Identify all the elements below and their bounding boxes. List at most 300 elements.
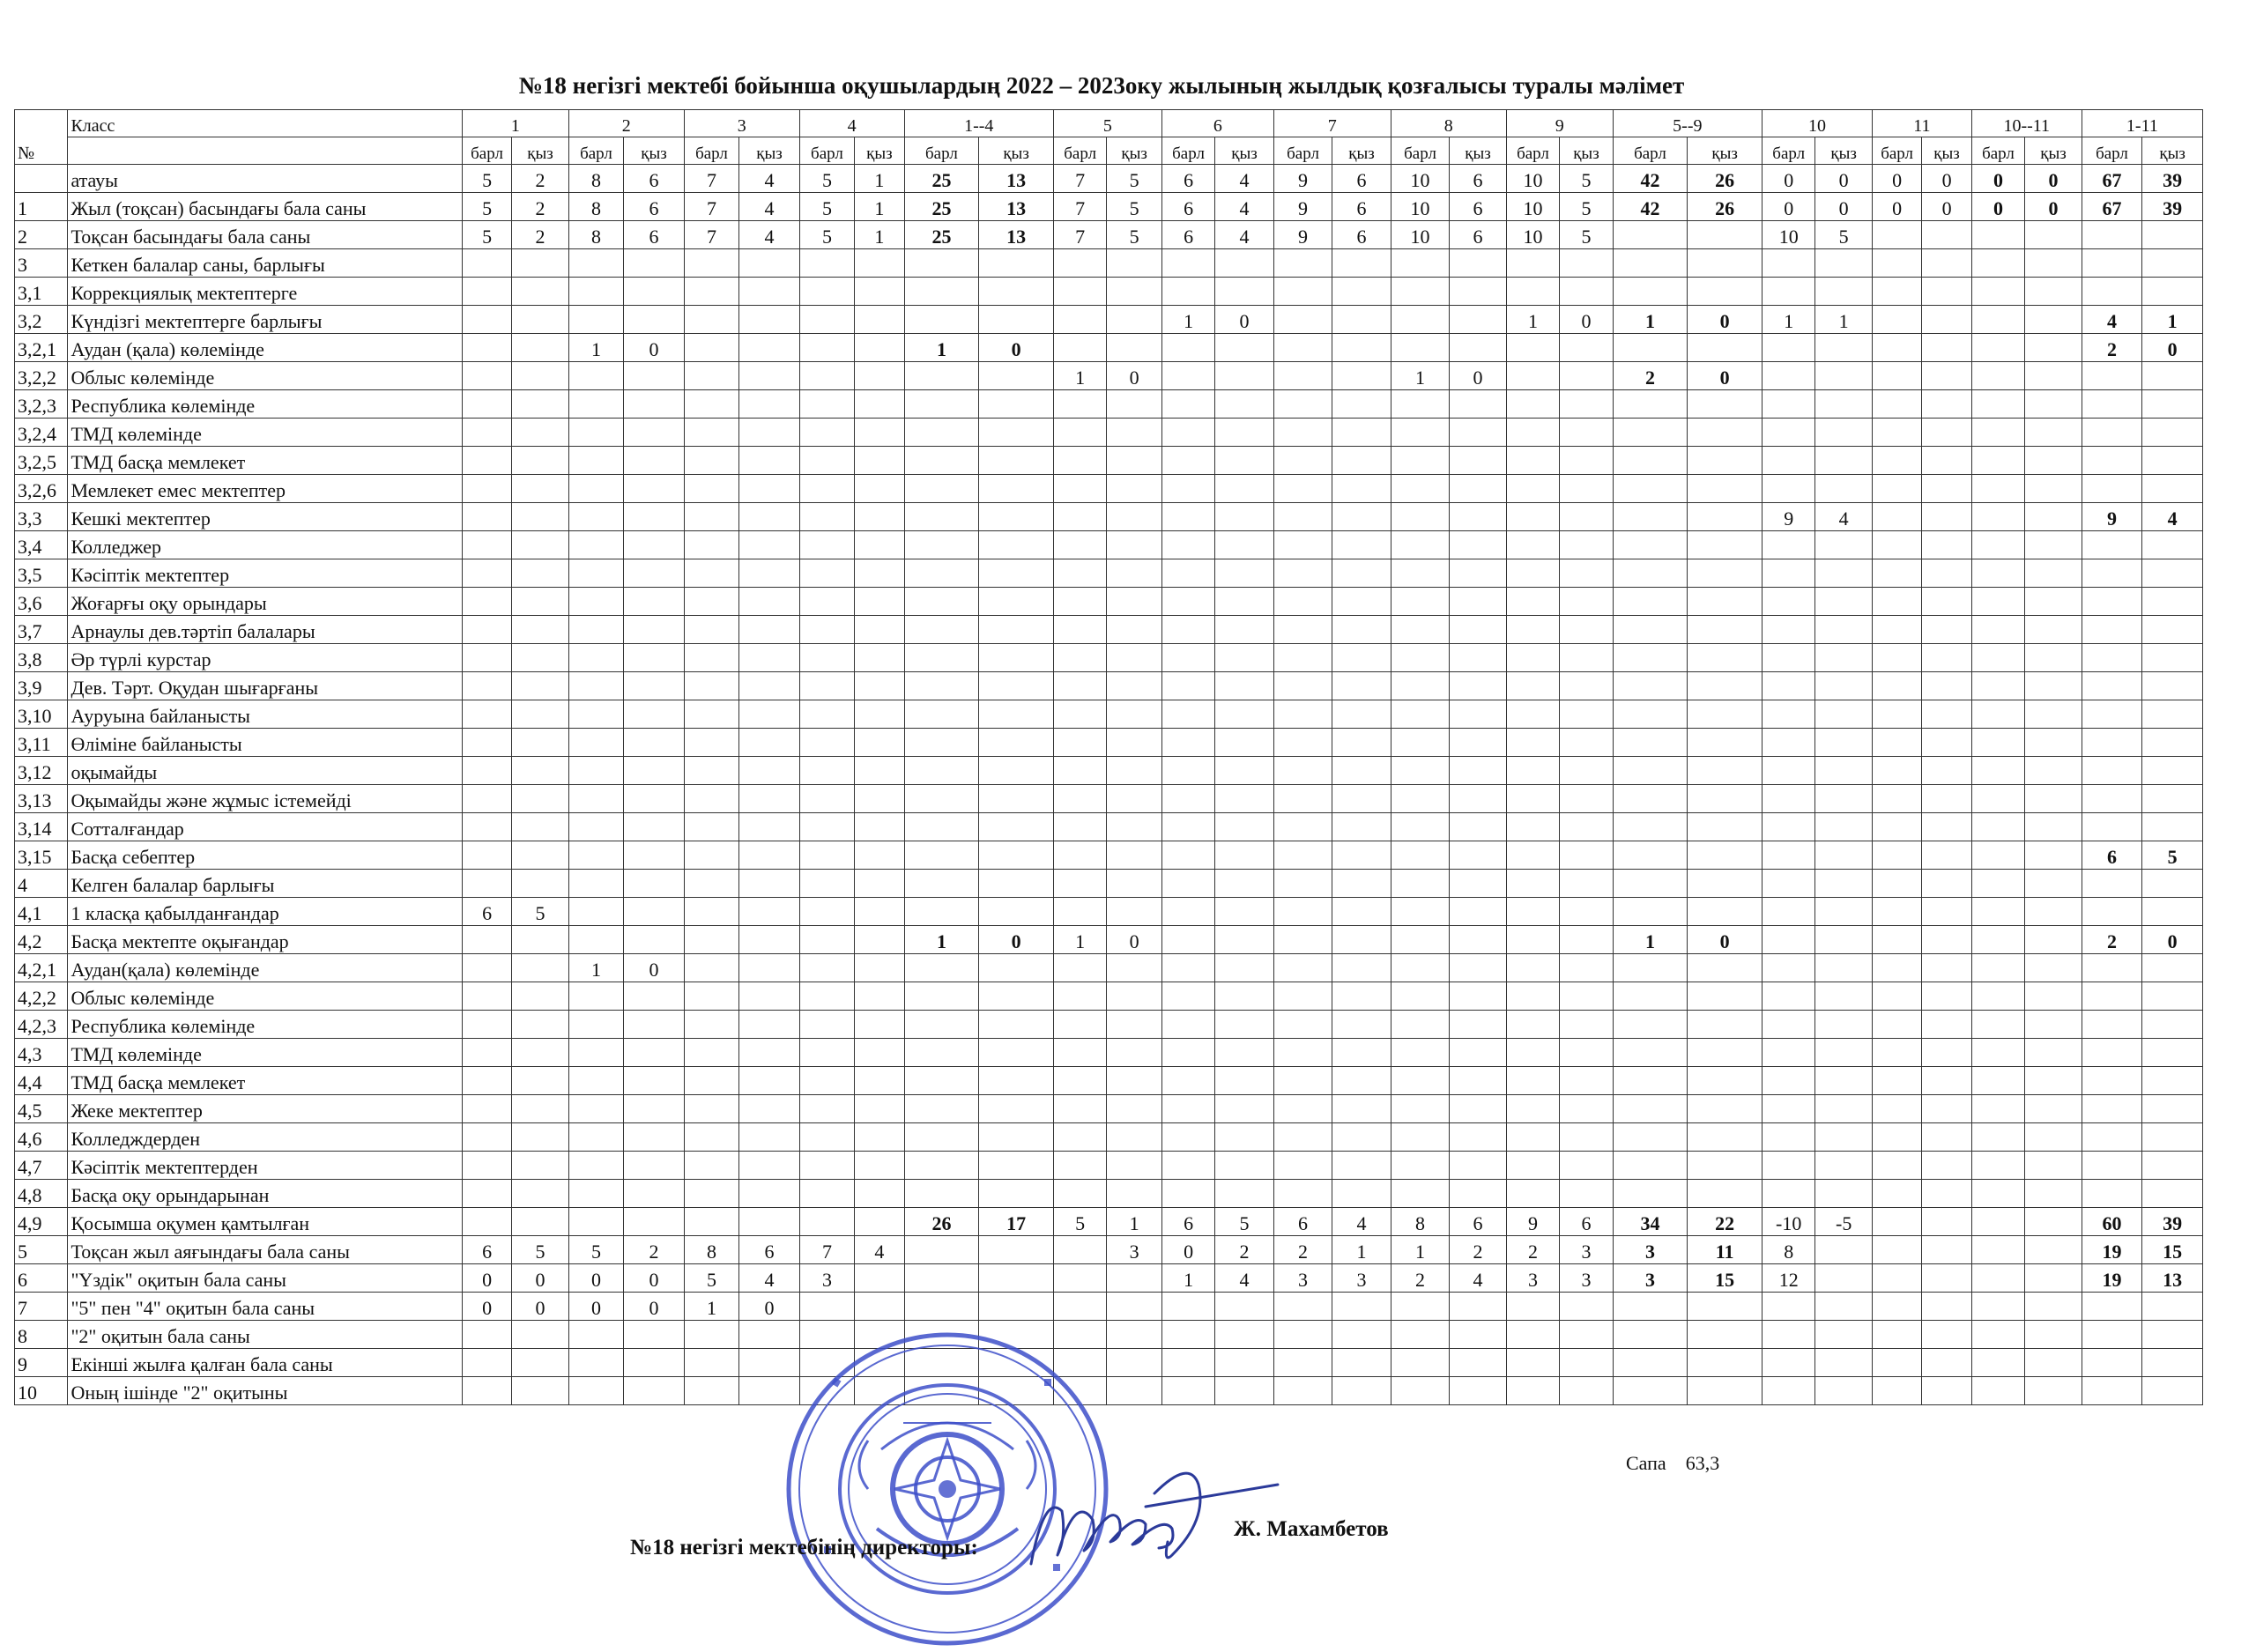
table-cell xyxy=(1506,729,1559,757)
table-row xyxy=(15,954,2203,982)
table-cell xyxy=(462,278,511,306)
table-cell xyxy=(1688,700,1762,729)
table-cell xyxy=(1762,1180,1814,1208)
table-cell xyxy=(1922,644,1971,672)
table-cell xyxy=(855,841,904,870)
table-cell xyxy=(1762,1152,1814,1180)
table-cell xyxy=(512,1123,568,1152)
row-label: Колледждерден xyxy=(68,1123,462,1152)
table-cell xyxy=(462,1123,511,1152)
row-label: Басқа оқу орындарынан xyxy=(68,1180,462,1208)
table-cell xyxy=(1922,1067,1971,1095)
table-cell xyxy=(1161,1067,1214,1095)
table-cell xyxy=(1215,757,1274,785)
table-cell xyxy=(1161,785,1214,813)
table-row xyxy=(15,447,2203,475)
table-cell: 0 xyxy=(1560,306,1613,334)
table-cell xyxy=(904,419,979,447)
table-cell xyxy=(1215,390,1274,419)
table-cell xyxy=(1762,616,1814,644)
table-cell xyxy=(568,362,623,390)
table-cell: 1 xyxy=(855,221,904,249)
table-cell xyxy=(1332,1377,1391,1405)
table-cell xyxy=(1971,785,2024,813)
table-cell xyxy=(568,1039,623,1067)
table-cell xyxy=(1332,898,1391,926)
table-cell: 5 xyxy=(512,898,568,926)
row-label: Аудан (қала) көлемінде xyxy=(68,334,462,362)
table-cell xyxy=(1332,1123,1391,1152)
table-cell xyxy=(979,954,1054,982)
row-number: 3,5 xyxy=(15,559,68,588)
table-cell xyxy=(1273,1011,1332,1039)
table-cell xyxy=(739,1152,800,1180)
header-sub-girls: қыз xyxy=(1215,137,1274,165)
table-cell xyxy=(1560,785,1613,813)
table-cell xyxy=(1971,1377,2024,1405)
table-cell xyxy=(1332,1293,1391,1321)
table-cell xyxy=(2025,249,2082,278)
table-cell xyxy=(979,841,1054,870)
table-cell xyxy=(1971,1293,2024,1321)
table-cell xyxy=(1053,729,1106,757)
row-label: "5" пен "4" оқитын бала саны xyxy=(68,1293,462,1321)
table-cell: 4 xyxy=(1215,193,1274,221)
header-row-name xyxy=(15,165,2203,193)
table-cell xyxy=(1450,813,1506,841)
table-cell xyxy=(2025,898,2082,926)
table-cell xyxy=(1971,390,2024,419)
table-cell xyxy=(568,644,623,672)
table-cell xyxy=(739,1095,800,1123)
table-cell xyxy=(462,644,511,672)
table-cell: 5 xyxy=(462,165,511,193)
row-number: 8 xyxy=(15,1321,68,1349)
table-cell xyxy=(684,278,738,306)
table-cell: 0 xyxy=(512,1264,568,1293)
row-label: Басқа себептер xyxy=(68,841,462,870)
table-cell: 1 xyxy=(1053,362,1106,390)
table-cell xyxy=(1560,362,1613,390)
table-cell xyxy=(1872,785,1921,813)
table-cell: 11 xyxy=(1688,1236,1762,1264)
table-cell xyxy=(462,1349,511,1377)
table-cell xyxy=(2082,757,2142,785)
table-cell xyxy=(1971,813,2024,841)
table-cell xyxy=(979,475,1054,503)
table-cell xyxy=(1815,729,1872,757)
table-cell xyxy=(568,588,623,616)
row-number: 5 xyxy=(15,1236,68,1264)
table-cell xyxy=(1450,729,1506,757)
table-cell xyxy=(904,559,979,588)
table-cell xyxy=(684,1067,738,1095)
header-sub-girls: қыз xyxy=(1560,137,1613,165)
row-label: Басқа мектепте оқығандар xyxy=(68,926,462,954)
table-cell xyxy=(1872,503,1921,531)
table-cell xyxy=(1450,616,1506,644)
table-cell xyxy=(684,813,738,841)
table-cell xyxy=(2142,870,2203,898)
table-cell xyxy=(1332,729,1391,757)
table-cell xyxy=(1107,306,1161,334)
table-cell xyxy=(979,982,1054,1011)
table-cell xyxy=(1560,447,1613,475)
table-cell xyxy=(799,644,854,672)
table-cell xyxy=(904,729,979,757)
row-number: 9 xyxy=(15,1349,68,1377)
table-cell xyxy=(1215,982,1274,1011)
table-cell xyxy=(684,1123,738,1152)
table-cell xyxy=(979,672,1054,700)
table-cell xyxy=(1872,644,1921,672)
table-cell xyxy=(624,1011,685,1039)
table-cell xyxy=(1391,503,1450,531)
table-cell xyxy=(739,531,800,559)
table-cell xyxy=(1762,785,1814,813)
table-cell: 60 xyxy=(2082,1208,2142,1236)
table-cell xyxy=(1815,757,1872,785)
table-cell xyxy=(1273,1377,1332,1405)
table-cell xyxy=(1815,249,1872,278)
table-cell xyxy=(2025,334,2082,362)
table-cell xyxy=(2082,588,2142,616)
row-number: 6 xyxy=(15,1264,68,1293)
table-cell xyxy=(1872,926,1921,954)
table-cell xyxy=(1391,757,1450,785)
table-row xyxy=(15,193,2203,221)
header-sub-total: барл xyxy=(1391,137,1450,165)
table-cell xyxy=(1762,672,1814,700)
table-cell xyxy=(512,616,568,644)
table-cell xyxy=(624,559,685,588)
table-cell xyxy=(1613,616,1688,644)
table-cell xyxy=(855,1152,904,1180)
table-cell: 1 xyxy=(855,165,904,193)
row-number: 3 xyxy=(15,249,68,278)
table-cell xyxy=(1161,1039,1214,1067)
table-cell: 0 xyxy=(1107,926,1161,954)
table-cell xyxy=(1391,278,1450,306)
table-cell xyxy=(855,785,904,813)
table-cell xyxy=(1215,841,1274,870)
table-cell xyxy=(1560,1011,1613,1039)
sapa-value: 63,3 xyxy=(1685,1452,1720,1474)
table-cell xyxy=(684,785,738,813)
table-cell xyxy=(2082,785,2142,813)
table-cell: 39 xyxy=(2142,193,2203,221)
table-cell: 0 xyxy=(1872,165,1921,193)
table-cell xyxy=(1971,926,2024,954)
table-cell xyxy=(1922,390,1971,419)
table-cell xyxy=(1161,700,1214,729)
table-cell xyxy=(1560,700,1613,729)
table-cell xyxy=(624,982,685,1011)
table-cell: 9 xyxy=(1273,221,1332,249)
row-label: Облыс көлемінде xyxy=(68,982,462,1011)
table-cell: 19 xyxy=(2082,1236,2142,1264)
table-cell xyxy=(624,1095,685,1123)
table-cell xyxy=(1391,1039,1450,1067)
table-cell xyxy=(1332,1180,1391,1208)
table-cell xyxy=(1107,1349,1161,1377)
table-cell xyxy=(1391,1095,1450,1123)
table-cell: 8 xyxy=(568,193,623,221)
table-cell xyxy=(1107,1377,1161,1405)
table-cell xyxy=(1107,447,1161,475)
table-cell xyxy=(1872,1095,1921,1123)
row-label: ТМД басқа мемлекет xyxy=(68,447,462,475)
table-cell xyxy=(904,1236,979,1264)
table-cell xyxy=(739,1067,800,1095)
table-cell xyxy=(1161,503,1214,531)
table-cell xyxy=(739,785,800,813)
table-cell xyxy=(979,870,1054,898)
table-cell: 1 xyxy=(1161,1264,1214,1293)
table-cell xyxy=(904,475,979,503)
table-cell xyxy=(1053,672,1106,700)
table-cell xyxy=(568,729,623,757)
header-row-subcolumns xyxy=(15,137,2203,165)
table-cell xyxy=(1688,785,1762,813)
table-cell: 10 xyxy=(1391,221,1450,249)
table-cell xyxy=(1332,700,1391,729)
table-cell xyxy=(904,1152,979,1180)
table-cell xyxy=(1872,1011,1921,1039)
table-cell xyxy=(1922,729,1971,757)
table-cell xyxy=(2142,700,2203,729)
table-cell xyxy=(568,841,623,870)
table-cell xyxy=(1506,1293,1559,1321)
table-cell xyxy=(1332,362,1391,390)
table-cell xyxy=(1107,1321,1161,1349)
table-cell: 9 xyxy=(1762,503,1814,531)
table-cell xyxy=(2025,1152,2082,1180)
table-cell xyxy=(1391,1152,1450,1180)
table-cell xyxy=(1053,249,1106,278)
table-cell xyxy=(1762,644,1814,672)
table-cell xyxy=(2082,1321,2142,1349)
table-cell xyxy=(684,644,738,672)
header-sub-girls: қыз xyxy=(855,137,904,165)
table-cell xyxy=(624,249,685,278)
table-cell xyxy=(855,700,904,729)
table-cell xyxy=(904,306,979,334)
table-cell xyxy=(799,1180,854,1208)
table-cell xyxy=(1560,1349,1613,1377)
row-number: 3,7 xyxy=(15,616,68,644)
table-cell xyxy=(979,1039,1054,1067)
table-row xyxy=(15,644,2203,672)
table-cell xyxy=(1161,870,1214,898)
row-label: Сотталғандар xyxy=(68,813,462,841)
table-cell xyxy=(1815,419,1872,447)
table-cell xyxy=(1762,334,1814,362)
table-cell: 7 xyxy=(684,221,738,249)
table-cell: 0 xyxy=(739,1293,800,1321)
table-cell: 0 xyxy=(2142,926,2203,954)
table-cell xyxy=(1391,1123,1450,1152)
table-cell: 0 xyxy=(2142,334,2203,362)
header-sub-total: барл xyxy=(2082,137,2142,165)
table-cell xyxy=(739,559,800,588)
table-cell xyxy=(979,1011,1054,1039)
table-cell xyxy=(855,1180,904,1208)
row-number: 3,3 xyxy=(15,503,68,531)
table-cell: 5 xyxy=(1215,1208,1274,1236)
table-cell xyxy=(568,1152,623,1180)
table-cell xyxy=(1506,898,1559,926)
table-cell xyxy=(624,278,685,306)
table-cell xyxy=(1107,954,1161,982)
table-cell: 2 xyxy=(512,165,568,193)
table-cell xyxy=(1815,362,1872,390)
table-cell xyxy=(624,841,685,870)
table-cell xyxy=(855,1011,904,1039)
table-cell xyxy=(1922,1123,1971,1152)
table-cell xyxy=(512,1011,568,1039)
table-cell xyxy=(1450,870,1506,898)
table-cell xyxy=(462,306,511,334)
table-cell xyxy=(1815,926,1872,954)
table-cell xyxy=(1332,813,1391,841)
table-cell xyxy=(1107,841,1161,870)
table-cell xyxy=(1815,841,1872,870)
table-cell: 5 xyxy=(1560,221,1613,249)
table-cell xyxy=(1391,813,1450,841)
table-cell xyxy=(1332,644,1391,672)
table-cell xyxy=(904,1067,979,1095)
table-cell xyxy=(1053,306,1106,334)
table-cell xyxy=(462,982,511,1011)
table-cell xyxy=(1613,757,1688,785)
table-cell xyxy=(739,700,800,729)
table-cell xyxy=(799,1095,854,1123)
table-cell xyxy=(1332,531,1391,559)
row-number: 4,7 xyxy=(15,1152,68,1180)
table-cell: 0 xyxy=(1762,193,1814,221)
row-label: Кешкі мектептер xyxy=(68,503,462,531)
table-cell xyxy=(1391,588,1450,616)
table-cell: 39 xyxy=(2142,1208,2203,1236)
table-cell xyxy=(1391,926,1450,954)
table-cell xyxy=(1922,672,1971,700)
table-cell xyxy=(904,1011,979,1039)
table-cell xyxy=(739,644,800,672)
table-cell xyxy=(1613,1152,1688,1180)
row-number: 1 xyxy=(15,193,68,221)
table-cell xyxy=(979,757,1054,785)
table-cell xyxy=(462,954,511,982)
table-cell xyxy=(1215,1377,1274,1405)
row-label: Әр түрлі курстар xyxy=(68,644,462,672)
table-cell xyxy=(2025,559,2082,588)
table-cell xyxy=(1107,1123,1161,1152)
table-cell xyxy=(799,588,854,616)
table-row xyxy=(15,729,2203,757)
table-cell xyxy=(624,1377,685,1405)
table-cell xyxy=(1332,1321,1391,1349)
table-cell xyxy=(1613,588,1688,616)
table-cell: 6 xyxy=(624,165,685,193)
table-cell xyxy=(1215,729,1274,757)
table-cell xyxy=(2082,1039,2142,1067)
table-cell xyxy=(1506,757,1559,785)
table-cell xyxy=(1273,870,1332,898)
row-number: 3,11 xyxy=(15,729,68,757)
table-cell xyxy=(512,785,568,813)
table-cell xyxy=(1815,1349,1872,1377)
table-cell xyxy=(684,1152,738,1180)
row-label: ТМД көлемінде xyxy=(68,1039,462,1067)
table-cell xyxy=(1273,334,1332,362)
table-cell xyxy=(684,1349,738,1377)
table-cell xyxy=(684,672,738,700)
table-cell xyxy=(462,1180,511,1208)
table-cell xyxy=(2025,1293,2082,1321)
table-cell: 2 xyxy=(1506,1236,1559,1264)
table-cell xyxy=(1273,278,1332,306)
table-cell xyxy=(904,278,979,306)
table-cell xyxy=(568,306,623,334)
table-cell xyxy=(2142,1123,2203,1152)
table-cell xyxy=(1332,559,1391,588)
table-cell xyxy=(1273,362,1332,390)
table-cell xyxy=(1872,334,1921,362)
table-cell xyxy=(2025,390,2082,419)
table-cell xyxy=(1560,954,1613,982)
table-cell xyxy=(1161,447,1214,475)
table-cell: 3 xyxy=(1613,1264,1688,1293)
table-row xyxy=(15,1067,2203,1095)
table-cell xyxy=(512,700,568,729)
header-group-1: 2 xyxy=(568,110,684,137)
table-cell xyxy=(739,249,800,278)
table-cell xyxy=(855,1039,904,1067)
table-cell: 0 xyxy=(1450,362,1506,390)
table-cell: 0 xyxy=(1161,1236,1214,1264)
table-cell xyxy=(1971,672,2024,700)
row-label: Аудан(қала) көлемінде xyxy=(68,954,462,982)
table-cell xyxy=(1688,672,1762,700)
table-cell xyxy=(1506,700,1559,729)
table-cell xyxy=(2082,616,2142,644)
table-cell xyxy=(1450,1011,1506,1039)
table-cell xyxy=(1971,559,2024,588)
table-cell xyxy=(1506,870,1559,898)
table-cell xyxy=(1560,672,1613,700)
table-cell xyxy=(904,503,979,531)
table-cell xyxy=(1273,447,1332,475)
table-cell xyxy=(904,1039,979,1067)
table-cell xyxy=(684,249,738,278)
table-cell xyxy=(1273,700,1332,729)
table-cell xyxy=(1273,503,1332,531)
table-cell: 1 xyxy=(855,193,904,221)
table-cell xyxy=(1107,644,1161,672)
table-cell xyxy=(624,390,685,419)
table-cell xyxy=(1450,306,1506,334)
table-cell xyxy=(512,1039,568,1067)
table-cell xyxy=(1815,1180,1872,1208)
table-cell xyxy=(2082,982,2142,1011)
table-cell xyxy=(1922,1180,1971,1208)
table-cell xyxy=(568,785,623,813)
table-cell: 0 xyxy=(1688,926,1762,954)
table-cell xyxy=(799,1067,854,1095)
table-cell xyxy=(1922,475,1971,503)
table-cell xyxy=(1053,813,1106,841)
